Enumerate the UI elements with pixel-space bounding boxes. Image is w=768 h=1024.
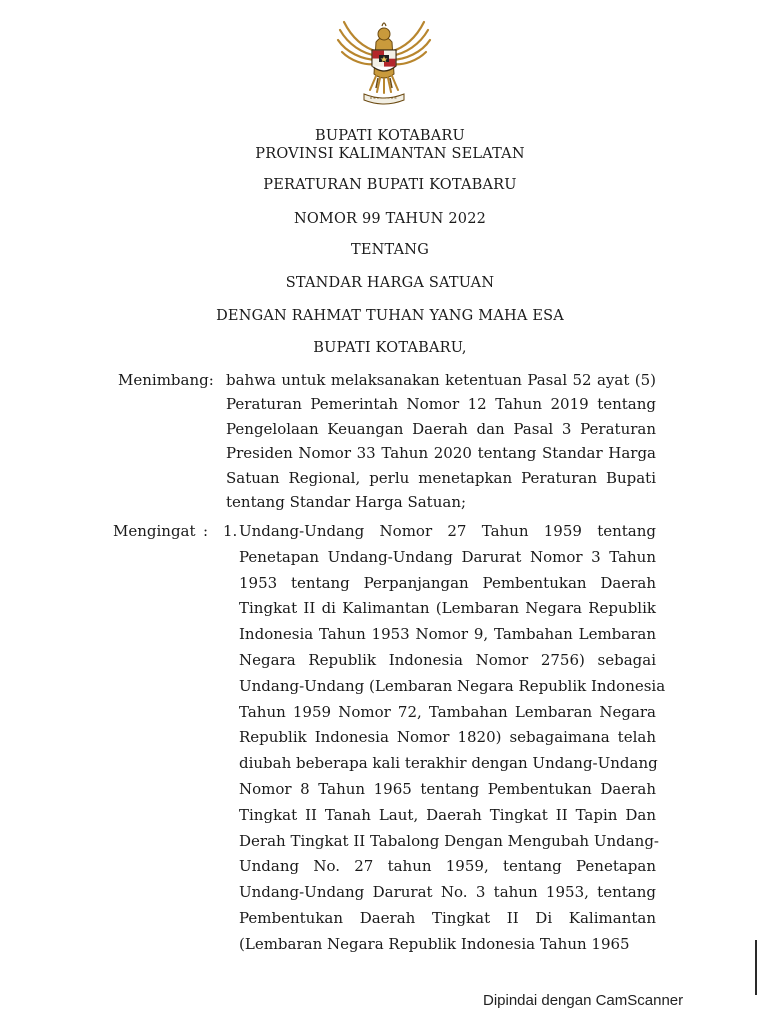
mengingat-item-1-text-line: Nomor 8 Tahun 1965 tentang Pembentukan Daerah [239,780,656,798]
regulation-subject: STANDAR HARGA SATUAN [285,275,495,291]
mengingat-item-1-text-line: Republik Indonesia Nomor 1820) sebagaimana telah [239,728,656,747]
mengingat-item-1-text-line: 1953 tentang Perpanjangan Pembentukan Daerah [239,573,656,592]
menimbang-text-line: Presiden Nomor 33 Tahun 2020 tentang Standar Harga [226,444,656,463]
menimbang-text-line: Satuan Regional, perlu menetapkan Peraturan Bupati [226,468,656,487]
header-line-provinsi: PROVINSI KALIMANTAN SELATAN [255,146,525,162]
camscanner-watermark: Dipindai dengan CamScanner [483,992,684,1009]
regulation-number: NOMOR 99 TAHUN 2022 [293,211,487,227]
mengingat-item-1-text-line: Derah Tingkat II Tabalong Dengan Mengubah Undang- [239,831,659,850]
mengingat-item-1-text-line: Tahun 1959 Nomor 72, Tambahan Lembaran Negara [239,702,656,721]
tentang-heading: TENTANG [351,242,429,258]
mengingat-item-1-text-line: Tingkat II di Kalimantan (Lembaran Negara Republik [239,599,656,618]
mengingat-item-1-text-line: Penetapan Undang-Undang Darurat Nomor 3 Tahun [239,547,656,566]
mengingat-item-1-text-line: Undang-Undang (Lembaran Negara Republik Indonesia [239,676,666,695]
header-line-bupati: BUPATI KOTABARU [315,128,465,144]
mengingat-item-1-text-line: Indonesia Tahun 1953 Nomor 9, Tambahan Lembaran [239,625,656,644]
garuda-emblem-icon [334,12,434,108]
mengingat-item-1-text-line: Undang No. 27 tahun 1959, tentang Penetapan [239,857,656,876]
list-item-number: 1. [223,522,238,540]
mengingat-item-1-text-line: Tingkat II Tanah Laut, Daerah Tingkat II Tapin Dan [239,805,656,824]
mengingat-item-1-text-line: Pembentukan Daerah Tingkat II Di Kalimantan [239,909,656,927]
scan-edge-line [755,940,757,995]
preamble-text: DENGAN RAHMAT TUHAN YANG MAHA ESA [216,308,564,324]
menimbang-text-line: Pengelolaan Keuangan Daerah dan Pasal 3 Peraturan [226,419,656,438]
menimbang-text-line: Peraturan Pemerintah Nomor 12 Tahun 2019 tentang [226,395,656,414]
regulation-title: PERATURAN BUPATI KOTABARU [263,177,517,193]
menimbang-text-line: bahwa untuk melaksanakan ketentuan Pasal 52 ayat (5) [226,371,656,389]
authority-text: BUPATI KOTABARU, [313,340,467,356]
mengingat-item-1-text-line: Negara Republik Indonesia Nomor 2756) sebagai [239,651,656,669]
mengingat-item-1-text-line: diubah beberapa kali terakhir dengan Undang-Undang [239,754,658,773]
mengingat-item-1-text-line: (Lembaran Negara Republik Indonesia Tahun 1965 [239,934,630,953]
menimbang-text-line: tentang Standar Harga Satuan; [226,493,467,511]
mengingat-colon: : [203,522,209,540]
mengingat-label: Mengingat [113,522,196,540]
mengingat-item-1-text-line: Undang-Undang Nomor 27 Tahun 1959 tentang [239,522,656,540]
mengingat-item-1-text-line: Undang-Undang Darurat No. 3 tahun 1953, tentang [239,883,656,902]
menimbang-label: Menimbang: [118,371,214,389]
